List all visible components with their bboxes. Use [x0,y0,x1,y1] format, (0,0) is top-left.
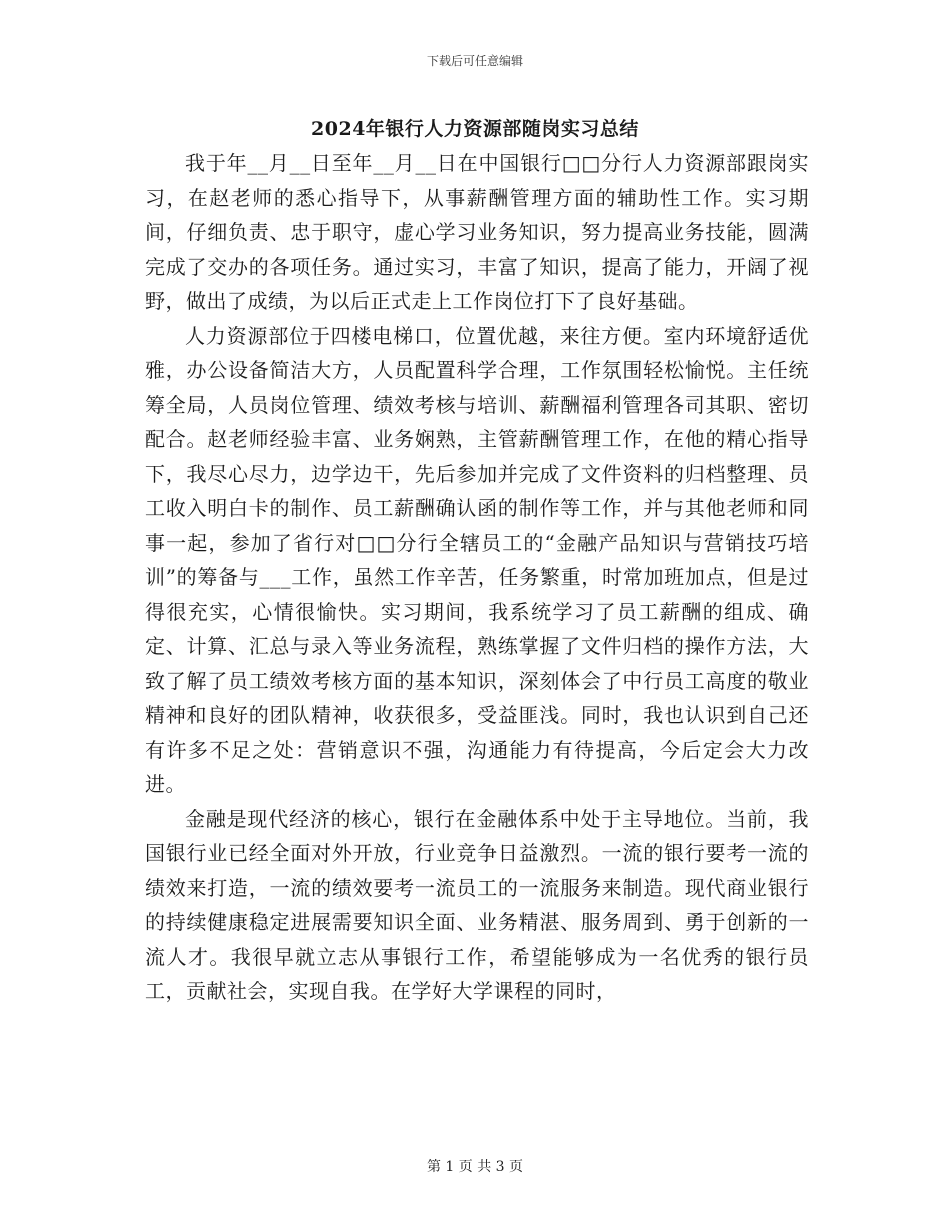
paragraph-2: 人力资源部位于四楼电梯口，位置优越，来往方便。室内环境舒适优雅，办公设备简洁大方，人员配置科学合理，工作氛围轻松愉悦。主任统筹全局，人员岗位管理、绩效考核与培训、薪酬福利管理各司其职、密切配合。赵老师经验丰富、业务娴熟，主管薪酬管理工作，在他的精心指导下，我尽心尽力，边学边干，先后参加并完成了文件资料的归档整理、员工收入明白卡的制作、员工薪酬确认函的制作等工作，并与其他老师和同事一起，参加了省行对□□分行全辖员工的“金融产品知识与营销技巧培训”的筹备与___工作，虽然工作辛苦，任务繁重，时常加班加点，但是过得很充实，心情很愉快。实习期间，我系统学习了员工薪酬的组成、确定、计算、汇总与录入等业务流程，熟练掌握了文件归档的操作方法，大致了解了员工绩效考核方面的基本知识，深刻体会了中行员工高度的敬业精神和良好的团队精神，收获很多，受益匪浅。同时，我也认识到自己还有许多不足之处：营销意识不强，沟通能力有待提高，今后定会大力改进。 [145,323,809,796]
paragraph-3: 金融是现代经济的核心，银行在金融体系中处于主导地位。当前，我国银行业已经全面对外开放，行业竞争日益激烈。一流的银行要考一流的绩效来打造，一流的绩效要考一流员工的一流服务来制造。现代商业银行的持续健康稳定进展需要知识全面、业务精湛、服务周到、勇于创新的一流人才。我很早就立志从事银行工作，希望能够成为一名优秀的银行员工，贡献社会，实现自我。在学好大学课程的同时， [145,806,809,1003]
header-note: 下载后可任意编辑 [426,54,523,68]
paragraph-1: 我于年__月__日至年__月__日在中国银行□□分行人力资源部跟岗实习，在赵老师的悉心指导下，从事薪酬管理方面的辅助性工作。实习期间，仔细负责、忠于职守，虚心学习业务知识，努力提高业务技能，圆满完成了交办的各项任务。通过实习，丰富了知识，提高了能力，开阔了视野，做出了成绩，为以后正式走上工作岗位打下了良好基础。 [145,151,809,313]
document-body [145,146,809,1009]
document-title: 2024年银行人力资源部随岗实习总结 [311,118,639,140]
page-number-footer: 第 1 页 共 3 页 [426,1159,524,1175]
